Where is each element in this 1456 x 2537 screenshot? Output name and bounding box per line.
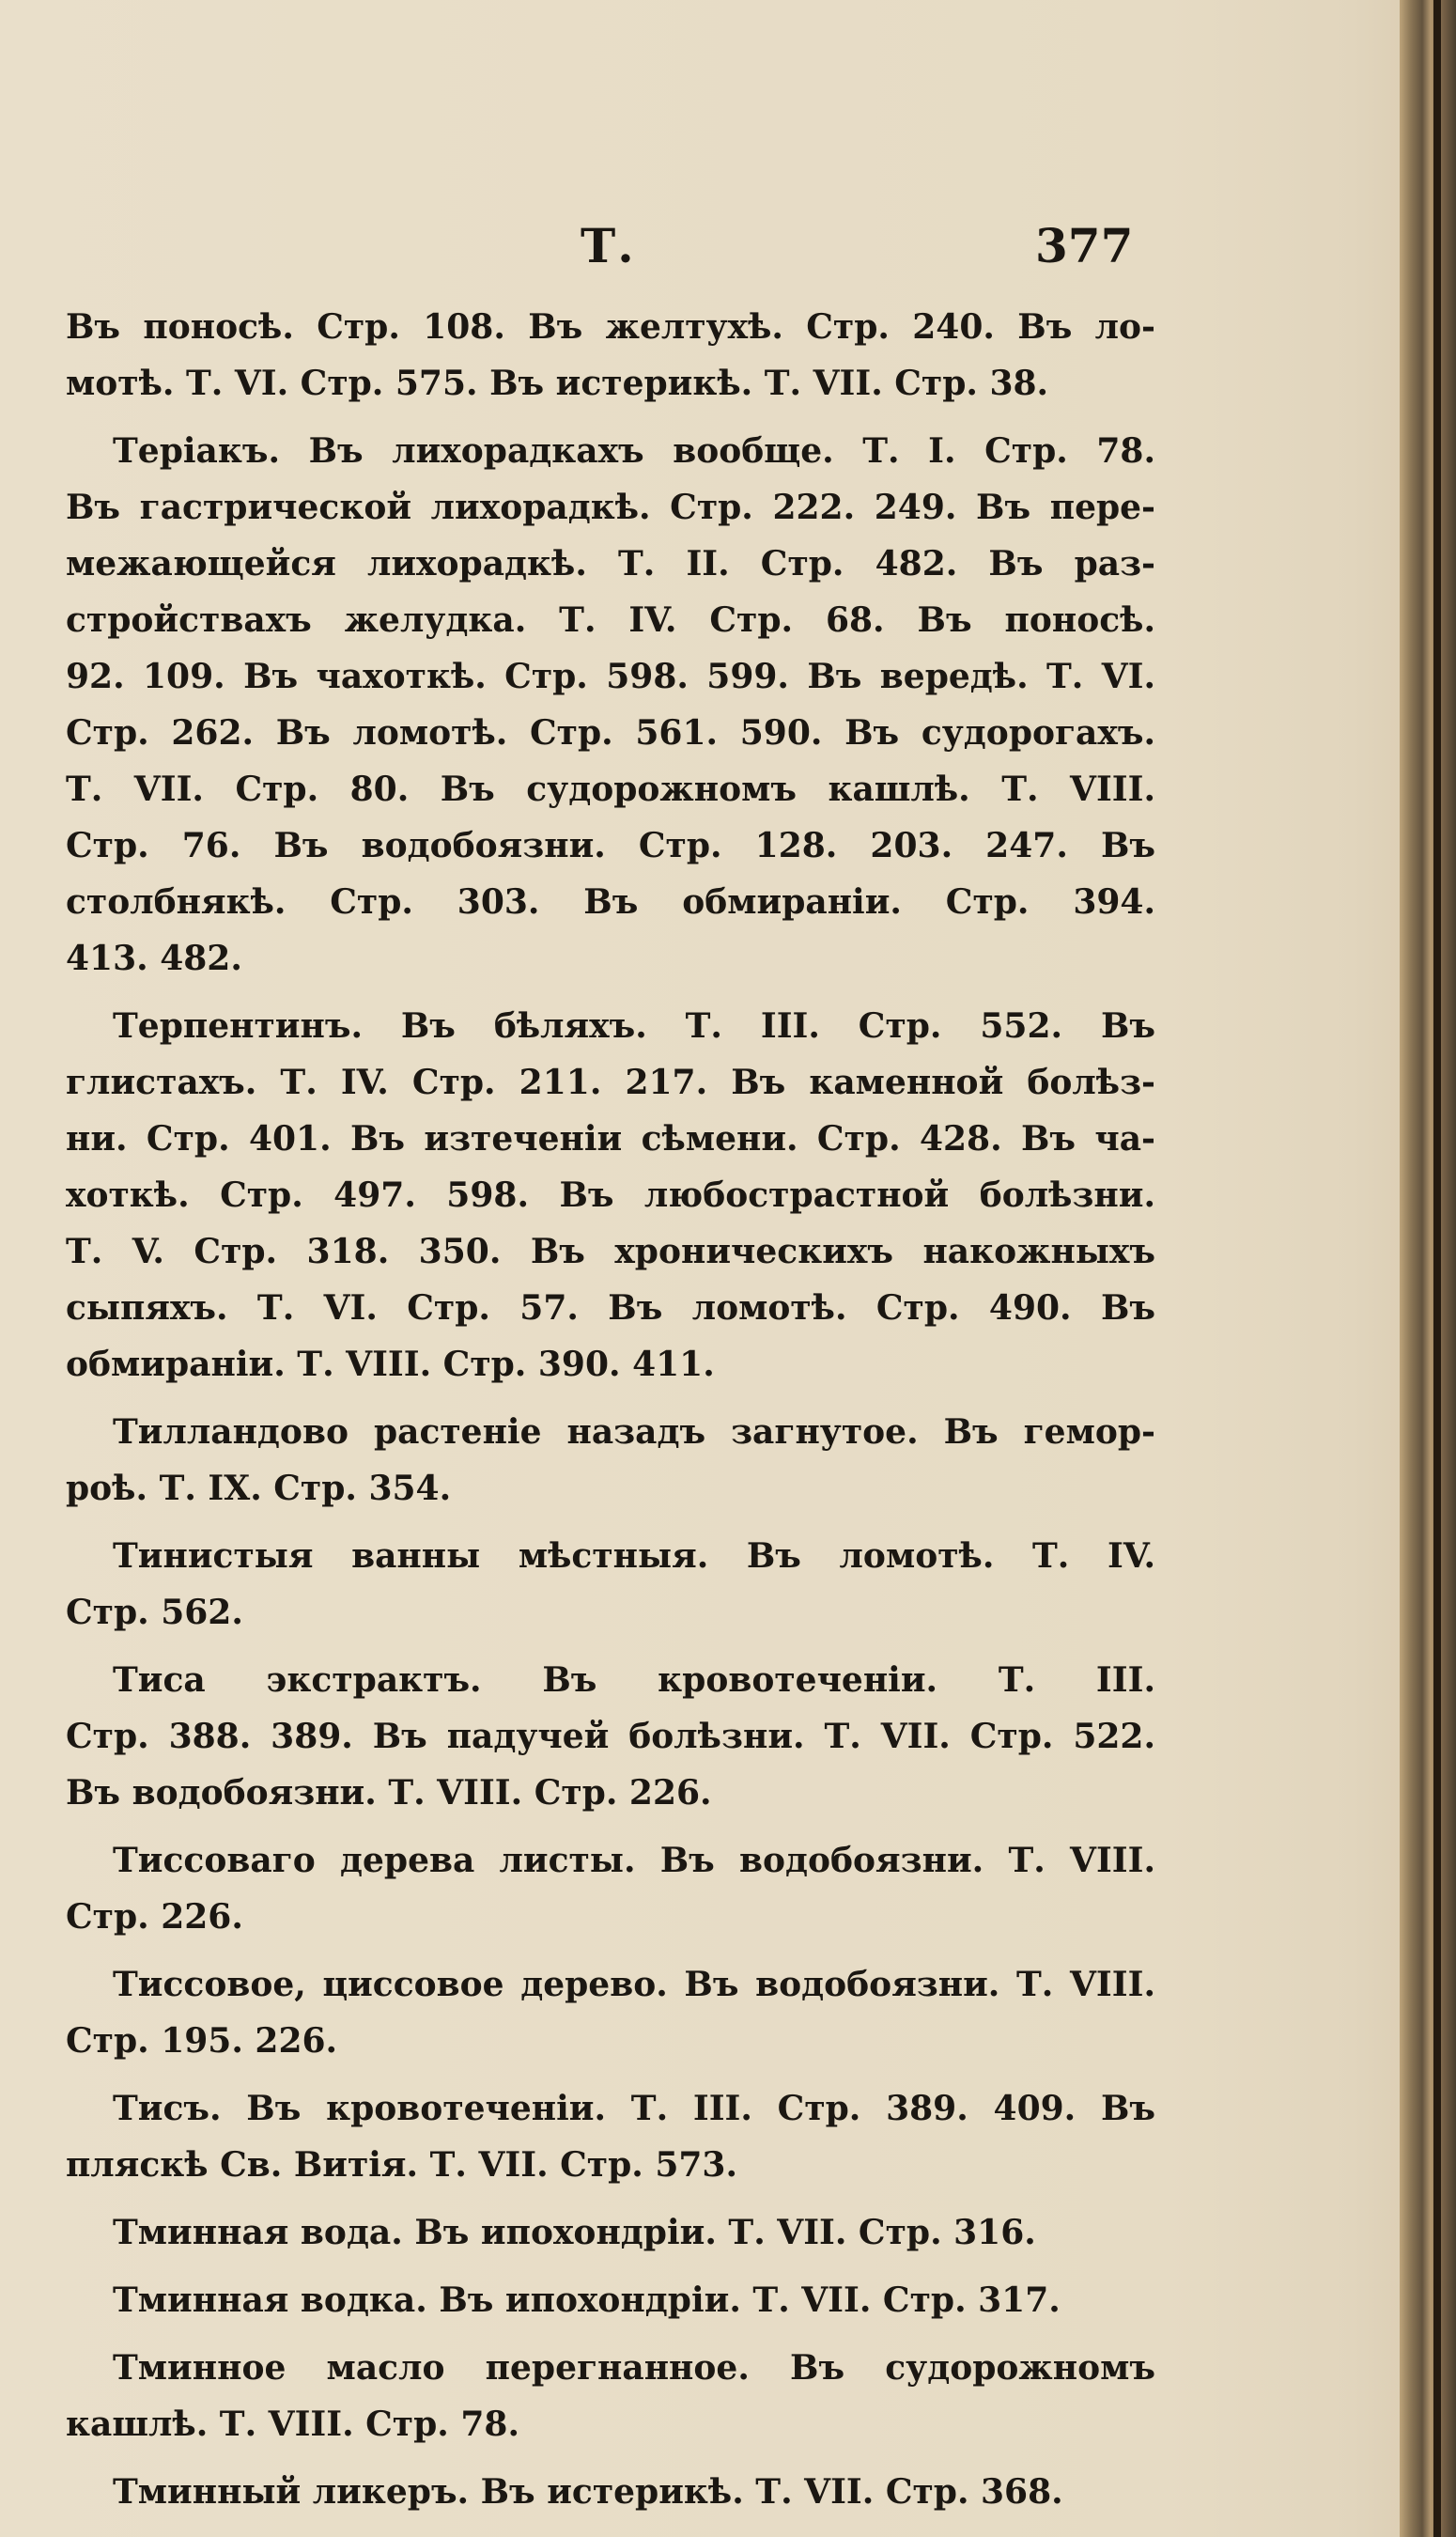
entry-line: Терпентинъ. Въ бѣляхъ. Т. III. Стр. 552. Въ — [113, 1006, 1155, 1046]
entry-line: Т. VII. Стр. 80. Въ судорожномъ кашлѣ. Т. VIII. — [66, 770, 1155, 809]
entry-line: Тминное масло перегнанное. Въ судорожномъ — [113, 2348, 1155, 2388]
entry-line: кашлѣ. Т. VIII. Стр. 78. — [66, 2405, 519, 2444]
index-entry — [66, 2204, 1155, 2261]
entry-line: Стр. 262. Въ ломотѣ. Стр. 561. 590. Въ судорогахъ. — [66, 713, 1155, 753]
entry-line: Тминная вода. Въ ипохондріи. Т. VII. Стр. 316. — [113, 2213, 1036, 2252]
entry-line: Въ водобоязни. Т. VIII. Стр. 226. — [66, 1773, 712, 1813]
entry-line: Въ поносѣ. Стр. 108. Въ желтухѣ. Стр. 240. Въ ло- — [66, 307, 1155, 347]
entry-line: 413. 482. — [66, 939, 242, 978]
index-entry — [66, 998, 1155, 1393]
entry-line: роѣ. Т. IX. Стр. 354. — [66, 1469, 452, 1508]
entry-line: глистахъ. Т. IV. Стр. 211. 217. Въ каменной болѣз- — [66, 1063, 1155, 1102]
entry-line: Тиса экстрактъ. Въ кровотеченіи. Т. III. — [113, 1660, 1155, 1700]
page-number: 377 — [1035, 218, 1134, 273]
index-entry — [66, 1652, 1155, 1821]
entry-line: ни. Стр. 401. Въ изтеченіи сѣмени. Стр. 428. Въ ча- — [66, 1119, 1155, 1159]
section-letter: Т. — [581, 218, 636, 273]
entry-line: хоткѣ. Стр. 497. 598. Въ любострастной болѣзни. — [66, 1175, 1155, 1215]
index-entry — [66, 299, 1155, 412]
spine-shadow-line — [1433, 0, 1441, 2537]
index-content — [66, 299, 1155, 2531]
entry-line: Тисъ. Въ кровотеченіи. Т. III. Стр. 389. 409. Въ — [113, 2089, 1155, 2128]
entry-line: Т. V. Стр. 318. 350. Въ хроническихъ накожныхъ — [66, 1232, 1155, 1271]
page-header — [0, 218, 1456, 284]
entry-line: Стр. 195. 226. — [66, 2021, 338, 2061]
entry-line: Стр. 562. — [66, 1593, 243, 1632]
entry-line: Стр. 76. Въ водобоязни. Стр. 128. 203. 247. Въ — [66, 826, 1155, 865]
index-entry — [66, 423, 1155, 987]
entry-line: обмираніи. Т. VIII. Стр. 390. 411. — [66, 1345, 715, 1384]
entry-line: пляскѣ Св. Витія. Т. VII. Стр. 573. — [66, 2145, 738, 2185]
entry-line: Тминная водка. Въ ипохондріи. Т. VII. Стр. 317. — [113, 2280, 1061, 2320]
index-entry — [66, 1528, 1155, 1641]
entry-line: 92. 109. Въ чахоткѣ. Стр. 598. 599. Въ вередѣ. Т. VI. — [66, 657, 1155, 696]
entry-line: столбнякѣ. Стр. 303. Въ обмираніи. Стр. 394. — [66, 882, 1155, 922]
entry-line: Теріакъ. Въ лихорадкахъ вообще. Т. I. Стр. 78. — [113, 431, 1155, 471]
entry-line: Тинистыя ванны мѣстныя. Въ ломотѣ. Т. IV. — [113, 1536, 1155, 1576]
entry-line: Тилландово растеніе назадъ загнутое. Въ гемор- — [113, 1412, 1155, 1452]
index-entry — [66, 2080, 1155, 2193]
book-spine — [1400, 0, 1456, 2537]
entry-line: Тминный ликеръ. Въ истерикѣ. Т. VII. Стр. 368. — [113, 2472, 1063, 2512]
index-entry — [66, 2464, 1155, 2520]
entry-line: Въ гастрической лихорадкѣ. Стр. 222. 249. Въ пере- — [66, 488, 1155, 527]
entry-line: Стр. 226. — [66, 1897, 243, 1937]
entry-line: Тиссоваго дерева листы. Въ водобоязни. Т. VIII. — [113, 1841, 1155, 1880]
entry-line: мотѣ. Т. VI. Стр. 575. Въ истерикѣ. Т. VII. Стр. 38. — [66, 364, 1049, 403]
entry-line: Стр. 388. 389. Въ падучей болѣзни. Т. VII. Стр. 522. — [66, 1717, 1155, 1756]
entry-line: стройствахъ желудка. Т. IV. Стр. 68. Въ поносѣ. — [66, 600, 1155, 640]
entry-line: Тиссовое, циссовое дерево. Въ водобоязни. Т. VIII. — [113, 1965, 1155, 2004]
index-entry — [66, 1956, 1155, 2069]
index-entry — [66, 2272, 1155, 2328]
entry-line: сыпяхъ. Т. VI. Стр. 57. Въ ломотѣ. Стр. 490. Въ — [66, 1288, 1155, 1328]
index-entry — [66, 2340, 1155, 2452]
index-entry — [66, 1404, 1155, 1517]
index-entry — [66, 1832, 1155, 1945]
entry-line: межающейся лихорадкѣ. Т. II. Стр. 482. Въ раз- — [66, 544, 1155, 584]
